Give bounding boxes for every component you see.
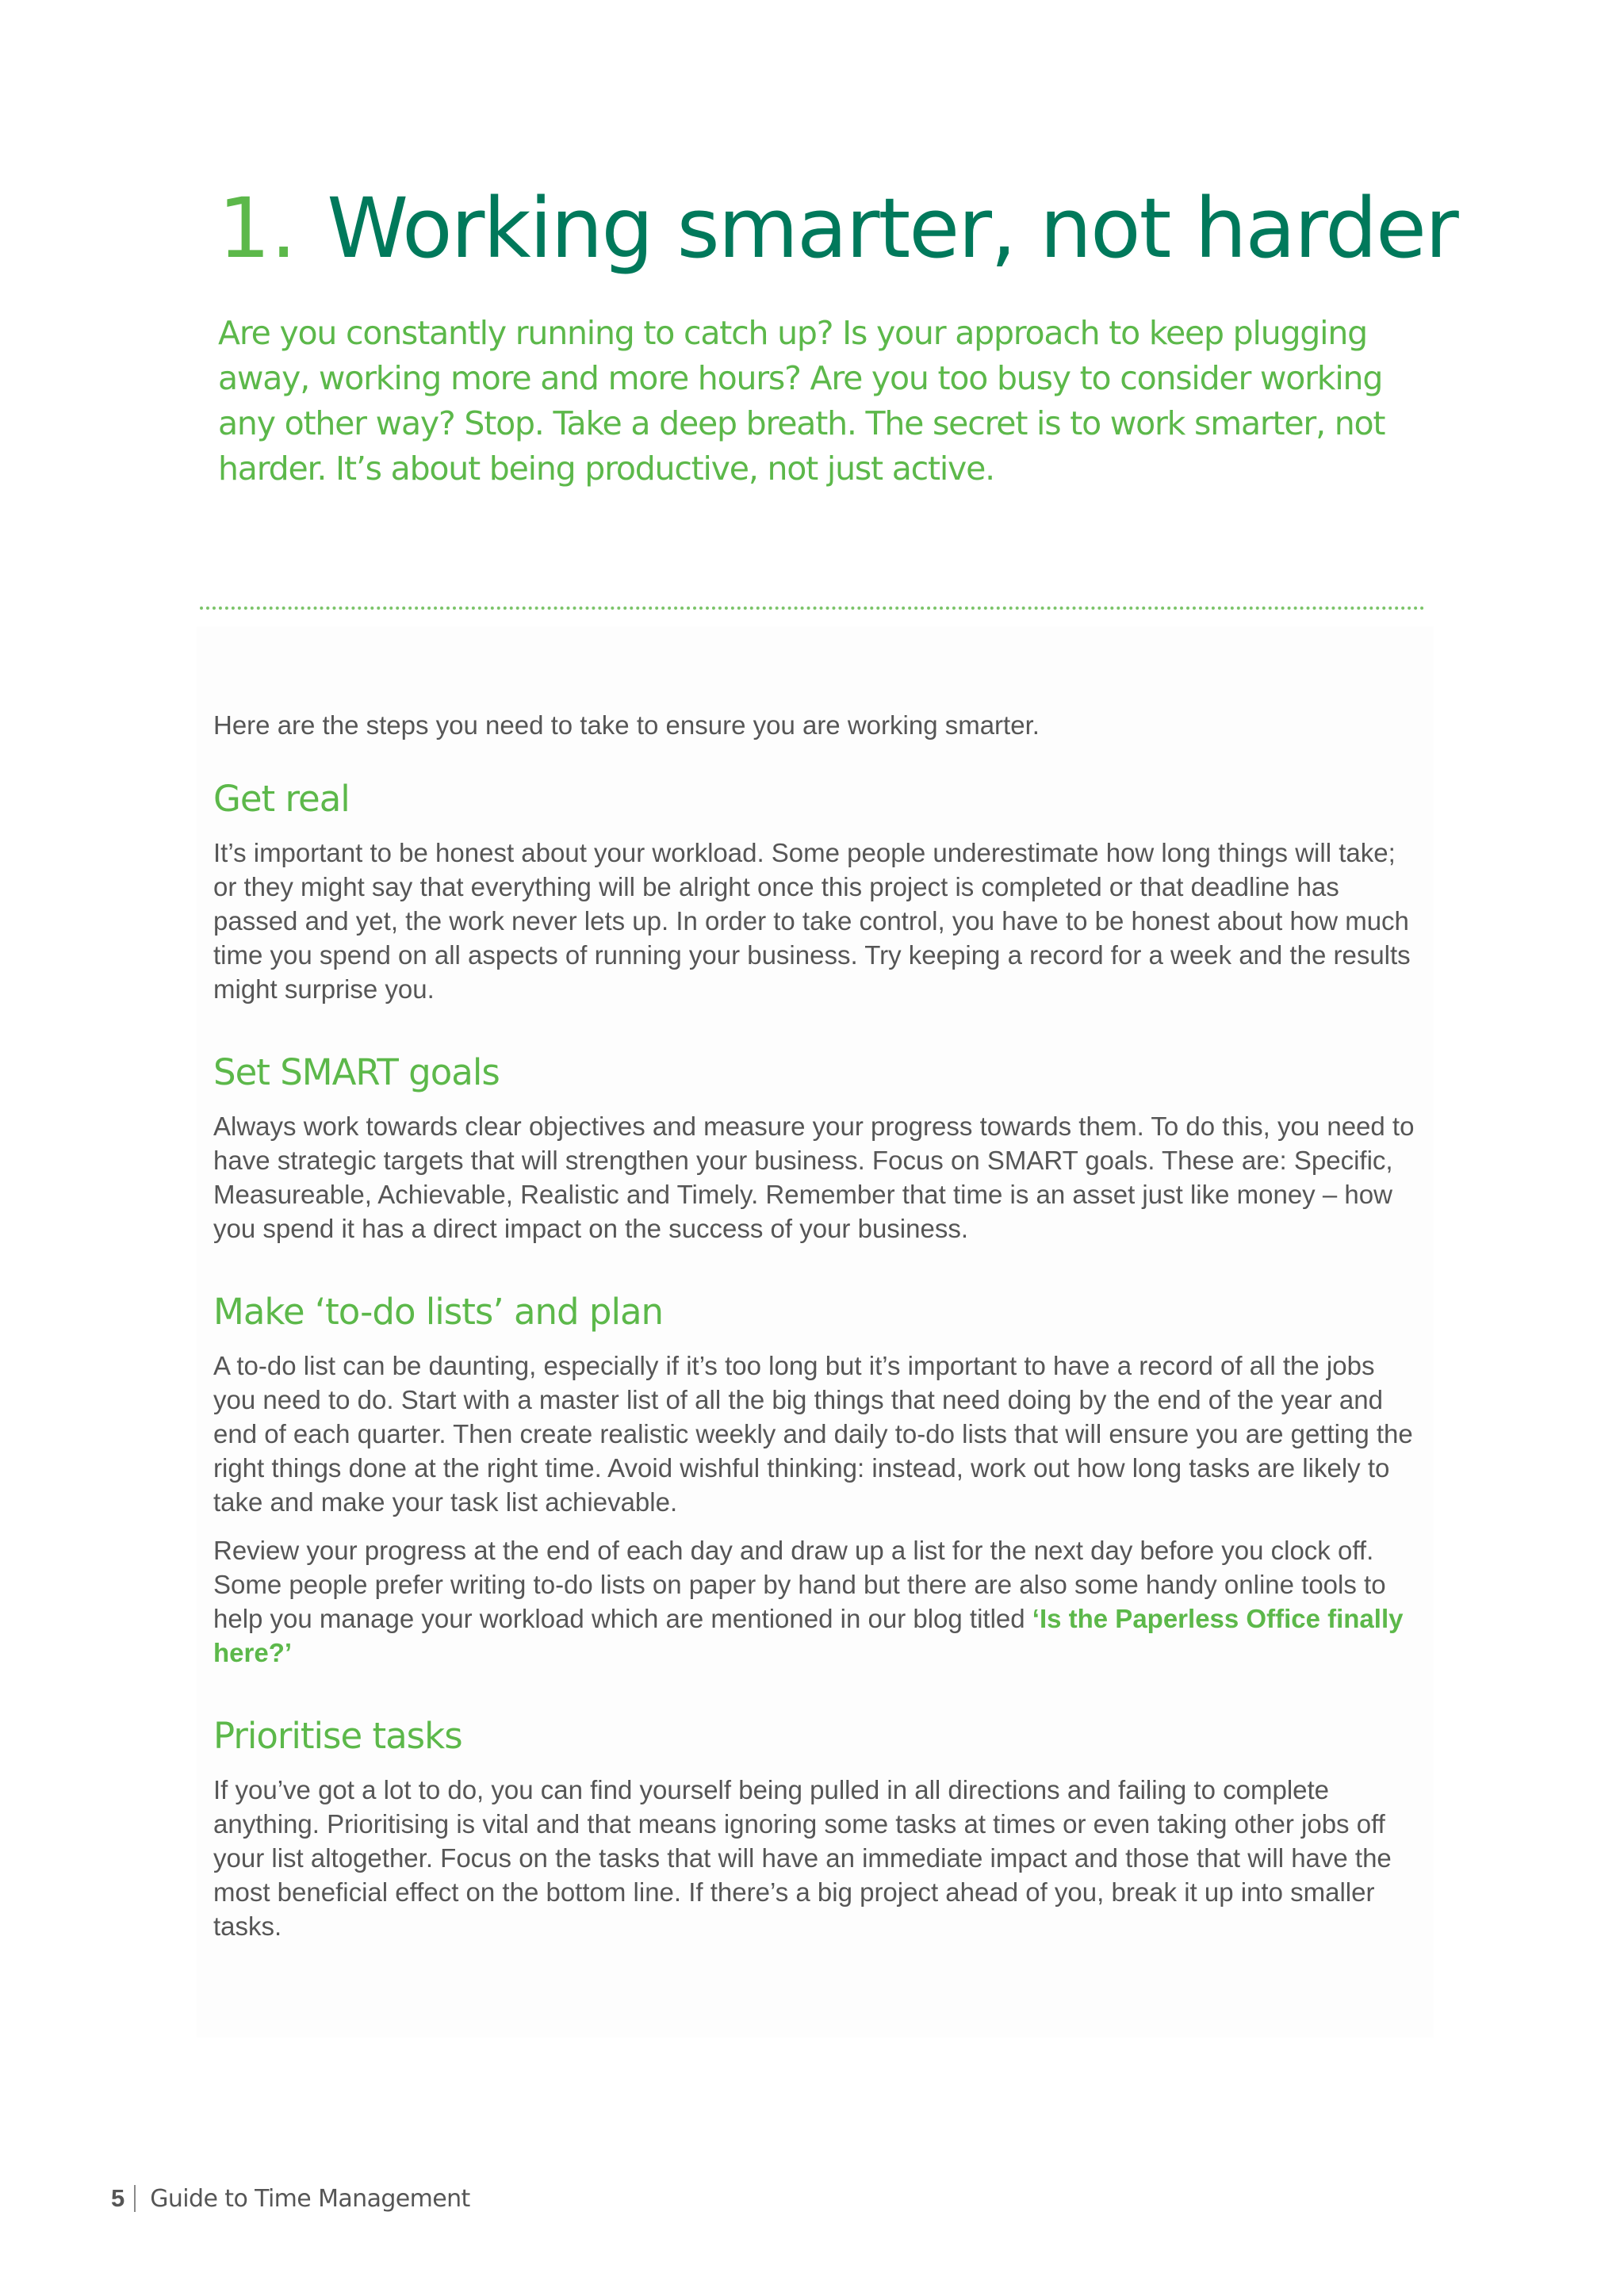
section-heading-to-do-lists: Make ‘to-do lists’ and plan xyxy=(213,1291,664,1333)
chapter-title xyxy=(218,180,1457,277)
chapter-title-text: Working smarter, not harder xyxy=(327,180,1457,277)
section-paragraph-with-link xyxy=(213,1533,1419,1670)
intro-paragraph: Are you constantly running to catch up? Is your approach to keep plugging away, working more and more hours? Are you too busy to consider working any other way? Stop. Take a deep breath. The secret is to work smarter, not harder. It’s about being productive, not just active. xyxy=(218,314,1385,488)
dotted-divider xyxy=(200,607,1425,610)
section-paragraph: If you’ve got a lot to do, you can find yourself being pulled in all directions and failing to complete anything. Prioritising is vital and that means ignoring some tasks at times or even taking other jobs off your list altogether. Focus on the tasks that will have an immediate impact and those that will have the most beneficial effect on the bottom line. If there’s a big project ahead of you, break it up into smaller tasks. xyxy=(213,1775,1392,1941)
paperless-office-blog-link[interactable]: ‘Is the Paperless Office finally here?’ xyxy=(213,1604,1404,1667)
page-footer xyxy=(111,2184,470,2213)
section-heading-prioritise: Prioritise tasks xyxy=(213,1715,462,1757)
section-heading-get-real: Get real xyxy=(213,778,350,820)
chapter-number: 1. xyxy=(218,180,297,277)
section-paragraph: A to-do list can be daunting, especially if it’s too long but it’s important to have a record of all the jobs you need to do. Start with a master list of all the big things that need doing by the end of the year and end of each quarter. Then create realistic weekly and daily to-do lists that will ensure you are getting the right things done at the right time. Avoid wishful thinking: instead, work out how long tasks are likely to take and make your task list achievable. xyxy=(213,1351,1413,1517)
body-content xyxy=(213,708,1419,1943)
paragraph-text: Review your progress at the end of each day and draw up a list for the next day before you clock off. Some people prefer writing to-do lists on paper by hand but there are also some handy online tools to help you manage your workload which are mentioned in our blog titled xyxy=(213,1536,1386,1633)
section-paragraph: Always work towards clear objectives and measure your progress towards them. To do this, you need to have strategic targets that will strengthen your business. Focus on SMART goals. These are: Specific, Measureable, Achievable, Realistic and Timely. Remember that time is an asset just like money – how you spend it has a direct impact on the success of your business. xyxy=(213,1112,1415,1243)
footer-separator xyxy=(134,2185,136,2212)
page-number: 5 xyxy=(111,2184,125,2212)
section-paragraph: It’s important to be honest about your workload. Some people underestimate how long things will take; or they might say that everything will be alright once this project is completed or that deadline has passed and yet, the work never lets up. In order to take control, you have to be honest about how much time you spend on all aspects of running your business. Try keeping a record for a week and the results might surprise you. xyxy=(213,838,1411,1004)
section-heading-smart-goals: Set SMART goals xyxy=(213,1051,500,1093)
lead-paragraph: Here are the steps you need to take to ensure you are working smarter. xyxy=(213,710,1040,740)
footer-doc-title: Guide to Time Management xyxy=(150,2184,470,2213)
